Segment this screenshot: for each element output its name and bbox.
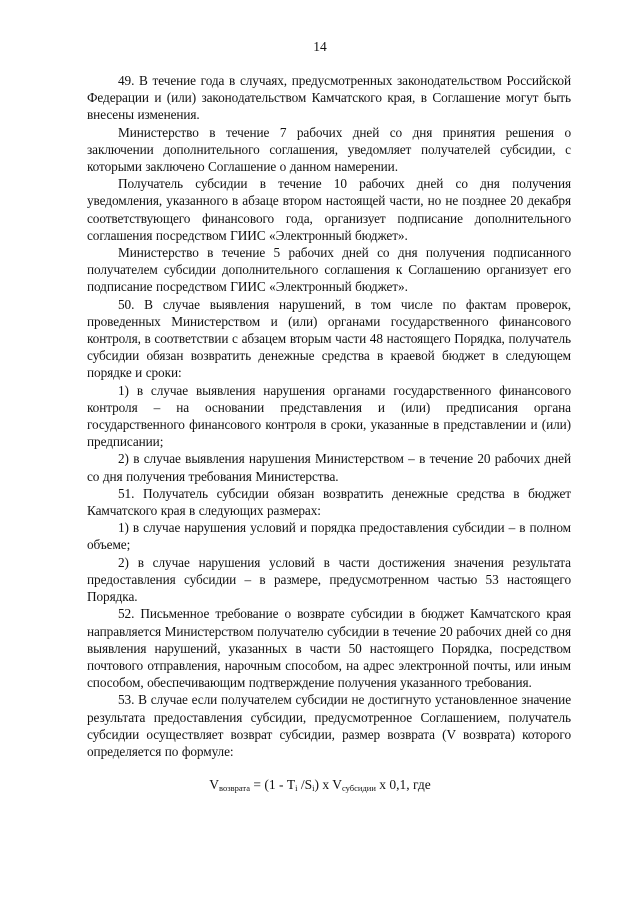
paragraph-50-item-1: 1) в случае выявления нарушения органами государственного финансового контроля – на основании представления и (или) предписания органа государственного финансового контроля в сроки, указанные в представлении и (или) предписании; [87, 382, 571, 450]
formula-part-1: = (1 - T [249, 777, 296, 792]
formula-tail: x 0,1, где [375, 777, 431, 792]
formula-sub-subsidy: субсидии [342, 783, 376, 793]
paragraph-ministry-signing: Министерство в течение 5 рабочих дней со дня получения подписанного получателем субсидии дополнительного соглашения к Соглашению организует его подписание посредством ГИИС «Электронный бюджет». [87, 245, 571, 295]
refund-formula [0, 776, 640, 797]
formula-sub-i-2: i [312, 783, 315, 793]
formula-part-3: ) x V [314, 777, 342, 792]
paragraph-53: 53. В случае если получателем субсидии не достигнуто установленное значение результата предоставления субсидии, предусмотренное Соглашением, получатель субсидии осуществляет возврат субсидии, размер возврата (V возврата) которого определяется по формуле: [87, 692, 571, 759]
formula-v: V [209, 777, 219, 792]
paragraph-52: 52. Письменное требование о возврате субсидии в бюджет Камчатского края направляется Министерством получателю субсидии в течение 20 рабочих дней со дня выявления нарушений, указанных в части 50 настоящего Порядка, посредством почтового отправления, нарочным способом, на адрес электронной почты, или иным способом, обеспечивающим подтверждение получения указанного требования. [87, 606, 571, 691]
document-body [87, 72, 571, 760]
paragraph-51: 51. Получатель субсидии обязан возвратить денежные средства в бюджет Камчатского края в следующих размерах: [87, 485, 571, 519]
formula-sub-i: i [295, 783, 298, 793]
paragraph-51-item-1: 1) в случае нарушения условий и порядка предоставления субсидии – в полном объеме; [87, 520, 571, 553]
formula-part-2: /S [297, 777, 313, 792]
paragraph-49: 49. В течение года в случаях, предусмотренных законодательством Российской Федерации и (или) законодательством Камчатского края, в Соглашение могут быть внесены изменения. [87, 73, 571, 123]
formula-sub-refund: возврата [219, 783, 250, 793]
page-number: 14 [313, 39, 327, 54]
paragraph-ministry-notice: Министерство в течение 7 рабочих дней со дня принятия решения о заключении дополнительного соглашения, уведомляет получателей субсидии, с которыми заключено Соглашение о данном намерении. [87, 124, 571, 175]
paragraph-50: 50. В случае выявления нарушений, в том числе по фактам проверок, проведенных Министерством и (или) органами государственного финансового контроля, в соответствии с абзацем вторым части 48 настоящего Порядка, получатель субсидии обязан возвратить денежные средства в краевой бюджет в следующем порядке и сроки: [87, 296, 571, 381]
paragraph-50-item-2: 2) в случае выявления нарушения Министерством – в течение 20 рабочих дней со дня получения требования Министерства. [87, 451, 571, 484]
paragraph-51-item-2: 2) в случае нарушения условий в части достижения значения результата предоставления субсидии – в размере, предусмотренном частью 53 настоящего Порядка. [87, 554, 571, 605]
paragraph-recipient-signing: Получатель субсидии в течение 10 рабочих дней со дня получения уведомления, указанного в абзаце втором настоящей части, но не позднее 20 декабря соответствующего финансового года, организует подписание дополнительного соглашения посредством ГИИС «Электронный бюджет». [87, 176, 571, 243]
